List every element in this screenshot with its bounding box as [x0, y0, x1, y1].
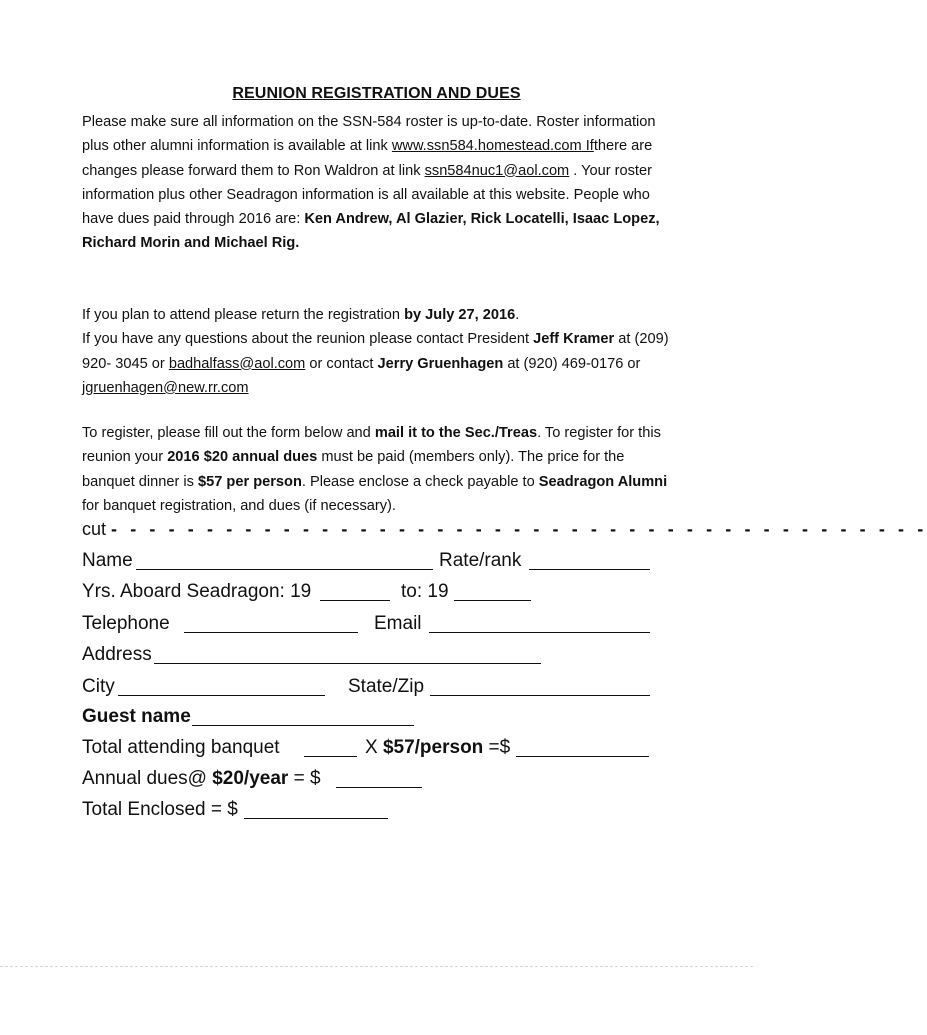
dues-paid-names: Ken Andrew, Al Glazier, Rick Locatelli, Isaac Lopez, Richard Morin and Michael Rig.	[82, 211, 660, 252]
address-field[interactable]	[154, 663, 541, 664]
register-text-2: . To register for this reunion your	[82, 425, 661, 466]
total-enclosed-field[interactable]	[244, 818, 388, 819]
name-field[interactable]	[136, 569, 433, 570]
mail-instruction: mail it to the Sec./Treas	[374, 425, 538, 441]
president-email-link[interactable]: badhalfass@aol.com	[168, 355, 306, 372]
intro-text-2: there are changes please forward them to Ron Waldron at link	[82, 138, 653, 179]
cut-line	[82, 519, 927, 540]
website-link-suffix: If	[581, 138, 594, 155]
city-field[interactable]	[118, 695, 325, 696]
annual-dues-prefix: Annual dues@	[82, 768, 213, 789]
annual-dues-field[interactable]	[336, 787, 422, 788]
register-paragraph	[82, 421, 672, 518]
contact-email-link[interactable]: jgruenhagen@new.rr.com	[82, 379, 249, 396]
per-person-price: $57/person	[382, 737, 484, 758]
president-name: Jeff Kramer	[533, 331, 615, 348]
intro-paragraph	[82, 110, 672, 256]
attend-text-5: or contact	[305, 355, 378, 372]
annual-dues-suffix: = $	[288, 768, 321, 789]
total-attending-label: Total attending banquet	[82, 737, 280, 758]
deadline-date: by July 27, 2016	[404, 307, 516, 323]
attend-text-2: .	[515, 307, 520, 323]
total-enclosed-label: Total Enclosed = $	[82, 799, 238, 820]
years-aboard-label: Yrs. Aboard Seadragon: 19	[82, 581, 312, 602]
contact-name: Jerry Gruenhagen	[377, 355, 504, 372]
equals-dollar: =$	[483, 737, 511, 758]
intro-text-1: Please make sure all information on the SSN-584 roster is up-to-date. Roster information plus other alumni information is available at link	[82, 114, 656, 155]
scan-fold-line	[0, 966, 753, 967]
register-text-4: . Please enclose a check payable to	[301, 473, 539, 490]
annual-dues-amount: $20/year	[212, 768, 289, 789]
years-to-field[interactable]	[454, 600, 531, 601]
cut-label: cut	[82, 519, 107, 539]
attend-text-1: If you plan to attend please return the registration	[82, 307, 405, 323]
telephone-label: Telephone	[82, 613, 170, 634]
email-label: Email	[374, 613, 422, 634]
attend-text-4: at (209) 920- 3045 or	[82, 331, 669, 372]
register-text-5: for banquet registration, and dues (if necessary).	[82, 497, 396, 514]
attend-paragraph	[82, 303, 672, 400]
intro-text-3: . Your roster information plus other Seadragon information is all available at this website. People who have dues paid through 2016 are:	[82, 162, 652, 228]
rate-rank-label: Rate/rank	[439, 550, 522, 571]
state-zip-field[interactable]	[430, 695, 650, 696]
name-label: Name	[82, 550, 133, 571]
banquet-price: $57 per person	[198, 473, 302, 490]
state-zip-label: State/Zip	[348, 676, 425, 697]
rate-rank-field[interactable]	[529, 569, 650, 570]
guest-name-field[interactable]	[192, 725, 414, 726]
register-text-1: To register, please fill out the form below and	[82, 425, 375, 441]
banquet-calc-label	[365, 737, 510, 759]
annual-dues-label	[82, 768, 321, 790]
telephone-field[interactable]	[184, 632, 358, 633]
annual-dues-note: 2016 $20 annual dues	[167, 449, 318, 466]
roster-email-link[interactable]: ssn584nuc1@aol.com	[424, 162, 570, 179]
email-field[interactable]	[429, 632, 650, 633]
attend-text-6: at (920) 469-0176 or	[503, 355, 641, 372]
banquet-amount-field[interactable]	[516, 756, 649, 757]
page-title: REUNION REGISTRATION AND DUES	[232, 85, 521, 102]
guest-name-label: Guest name	[82, 706, 191, 727]
years-from-field[interactable]	[320, 600, 390, 601]
check-payee: Seadragon Alumni	[538, 473, 668, 490]
total-attending-field[interactable]	[304, 756, 357, 757]
address-label: Address	[82, 644, 152, 665]
register-text-3: must be paid (members only). The price for the banquet dinner is	[82, 449, 625, 490]
cut-dashes: - - - - - - - - - - - - - - - - - - - - - - - - - - - - - - - - - - - - - - - - - - -	[111, 519, 927, 539]
website-link[interactable]: www.ssn584.homestead.com	[391, 138, 582, 155]
city-label: City	[82, 676, 115, 697]
times-sign: X	[365, 737, 383, 758]
attend-text-3: If you have any questions about the reunion please contact President	[82, 331, 534, 348]
years-to-label: to: 19	[401, 581, 449, 602]
